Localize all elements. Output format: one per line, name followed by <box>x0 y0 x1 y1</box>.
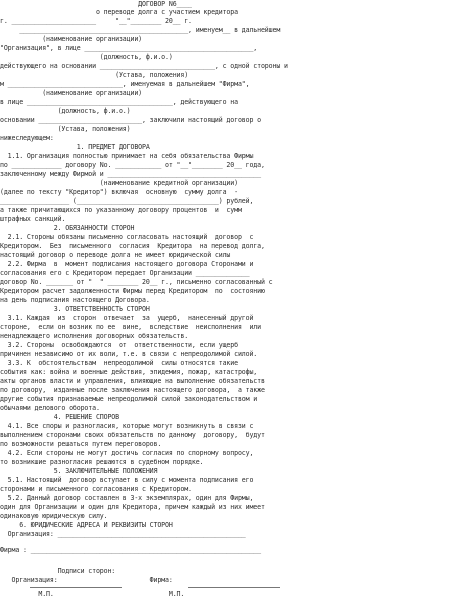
text-line: по _____________ договору No. ____________ от "__"________ 20__ года, <box>0 161 265 169</box>
text-line: (наименование организации) <box>0 89 142 97</box>
text-line: события как: война и военные действия, эпидемия, пожар, катастрофы, <box>0 368 258 376</box>
text-line: М.П. М.П. <box>0 590 185 598</box>
signatures-heading: Подписи сторон: <box>0 567 116 575</box>
text-line: обычаями делового оборота. <box>0 404 100 412</box>
text-line: нижеследующем: <box>0 134 54 142</box>
text-line: 5.2. Данный договор составлен в 3-х экземплярах, один для Фирмы, <box>0 494 254 502</box>
signature-line <box>188 587 280 588</box>
text-line: (Устава, положения) <box>0 71 189 79</box>
text-line: действующего на основании ______________________________, с одной стороны и <box>0 62 288 70</box>
text-line: по договору, изданные после заключения настоящего договора, а также <box>0 386 265 394</box>
text-line: г. ______________________ "__"________ 20__ г. <box>0 17 192 25</box>
text-line: __________________ (_____________________________________) рублей, <box>0 197 254 205</box>
text-line: 3.2. Стороны освобождаются от ответственности, если ущерб <box>0 341 238 349</box>
text-line: выполнением сторонами своих обязательств по данному договору, будут <box>0 431 265 439</box>
section-heading: 4. РЕШЕНИЕ СПОРОВ <box>0 413 119 421</box>
text-line: ненадлежащего исполнения договорных обязательств. <box>0 332 189 340</box>
text-line: 4.1. Все споры и разногласия, которые могут возникнуть в связи с <box>0 422 254 430</box>
text-line: "Организация", в лице ____________________________________________, <box>0 44 258 52</box>
text-line: сторонами и письменного согласования с Кредитором. <box>0 485 192 493</box>
text-line: (наименование организации) <box>0 35 142 43</box>
text-line: один для Организации и один для Кредитора, причем каждый из них имеет <box>0 503 265 511</box>
section-heading: 1. ПРЕДМЕТ ДОГОВОРА <box>0 143 150 151</box>
text-line: Фирма : ____________________________________________________________ <box>0 546 261 554</box>
text-line: одинаковую юридическую силу. <box>0 512 108 520</box>
text-line: на день подписания настоящего Договора. <box>0 296 150 304</box>
text-line: (Устава, положения) <box>0 125 131 133</box>
text-line: то возникшие разногласия решаются в судебном порядке. <box>0 458 204 466</box>
text-line: Кредитором расчет задолженности Фирмы перед Кредитором по состоянию <box>0 287 265 295</box>
text-line: в лице ______________________________________, действующего на <box>0 98 238 106</box>
text-line: основании ___________________________, заключили настоящий договор о <box>0 116 261 124</box>
text-line: стороне, если он возник по ее вине, вследствие неисполнения или <box>0 323 261 331</box>
text-line: Организация: Фирма: <box>0 576 173 584</box>
text-line: заключенному между Фирмой и ________________________________________ <box>0 170 261 178</box>
text-line: согласования его с Кредитором передает Организации ______________ <box>0 269 250 277</box>
text-line: акты органов власти и управления, влияющие на выполнение обязательств <box>0 377 265 385</box>
text-line: ____________________________________________, именуем__ в дальнейшем <box>0 26 281 34</box>
text-line: Организация: _________________________________________________ <box>0 530 246 538</box>
text-line: договор No. _______ от " " ________ 20__ г., письменно согласованный с <box>0 278 273 286</box>
section-heading: 5. ЗАКЛЮЧИТЕЛЬНЫЕ ПОЛОЖЕНИЯ <box>0 467 158 475</box>
section-heading: 2. ОБЯЗАННОСТИ СТОРОН <box>0 224 135 232</box>
text-line: по возможности решаться путем переговоров. <box>0 440 162 448</box>
text-line: 1.1. Организация полностью принимает на себя обязательства Фирмы <box>0 152 254 160</box>
section-heading: 3. ОТВЕТСТВЕННОСТЬ СТОРОН <box>0 305 150 313</box>
text-line: 3.3. К обстоятельствам непреодолимой силы относятся такие <box>0 359 238 367</box>
text-line: (далее по тексту "Кредитор") включая основную сумму долга - <box>0 188 238 196</box>
text-line: (должность, ф.и.о.) <box>0 107 131 115</box>
text-line: 2.2. Фирма в момент подписания настоящего договора Сторонами и <box>0 260 254 268</box>
text-line: (наименование кредитной организации) <box>0 179 238 187</box>
text-line: 4.2. Если стороны не могут достичь согласия по спорному вопросу, <box>0 449 254 457</box>
text-line: Кредитором. Без письменного согласия Кредитора на перевод долга, <box>0 242 265 250</box>
text-line: причинен независимо от их воли, т.е. в связи с непреодолимой силой. <box>0 350 258 358</box>
text-line: 2.1. Стороны обязаны письменно согласовать настоящий договор с <box>0 233 254 241</box>
text-line: 3.1. Каждая из сторон отвечает за ущерб, нанесенный другой <box>0 314 254 322</box>
signature-line <box>30 587 122 588</box>
text-line: штрафных санкций. <box>0 215 66 223</box>
text-line: м ______________________________, именуемая в дальнейшем "Фирма", <box>0 80 250 88</box>
text-line: другие события признаваемые непреодолимой силой законодательством и <box>0 395 258 403</box>
text-line: (должность, ф.и.о.) <box>0 53 173 61</box>
contract-title: ДОГОВОР N6____ <box>0 0 192 8</box>
text-line: 5.1. Настоящий договор вступает в силу с момента подписания его <box>0 476 254 484</box>
section-heading: 6. ЮРИДИЧЕСКИЕ АДРЕСА И РЕКВИЗИТЫ СТОРОН <box>0 521 173 529</box>
text-line: а также причитающихся по указанному договору процентов и сумм <box>0 206 242 214</box>
text-line: настоящий договор о переводе долга не имеет юридической силы <box>0 251 231 259</box>
contract-subtitle: о переводе долга с участием кредитора <box>0 8 238 16</box>
